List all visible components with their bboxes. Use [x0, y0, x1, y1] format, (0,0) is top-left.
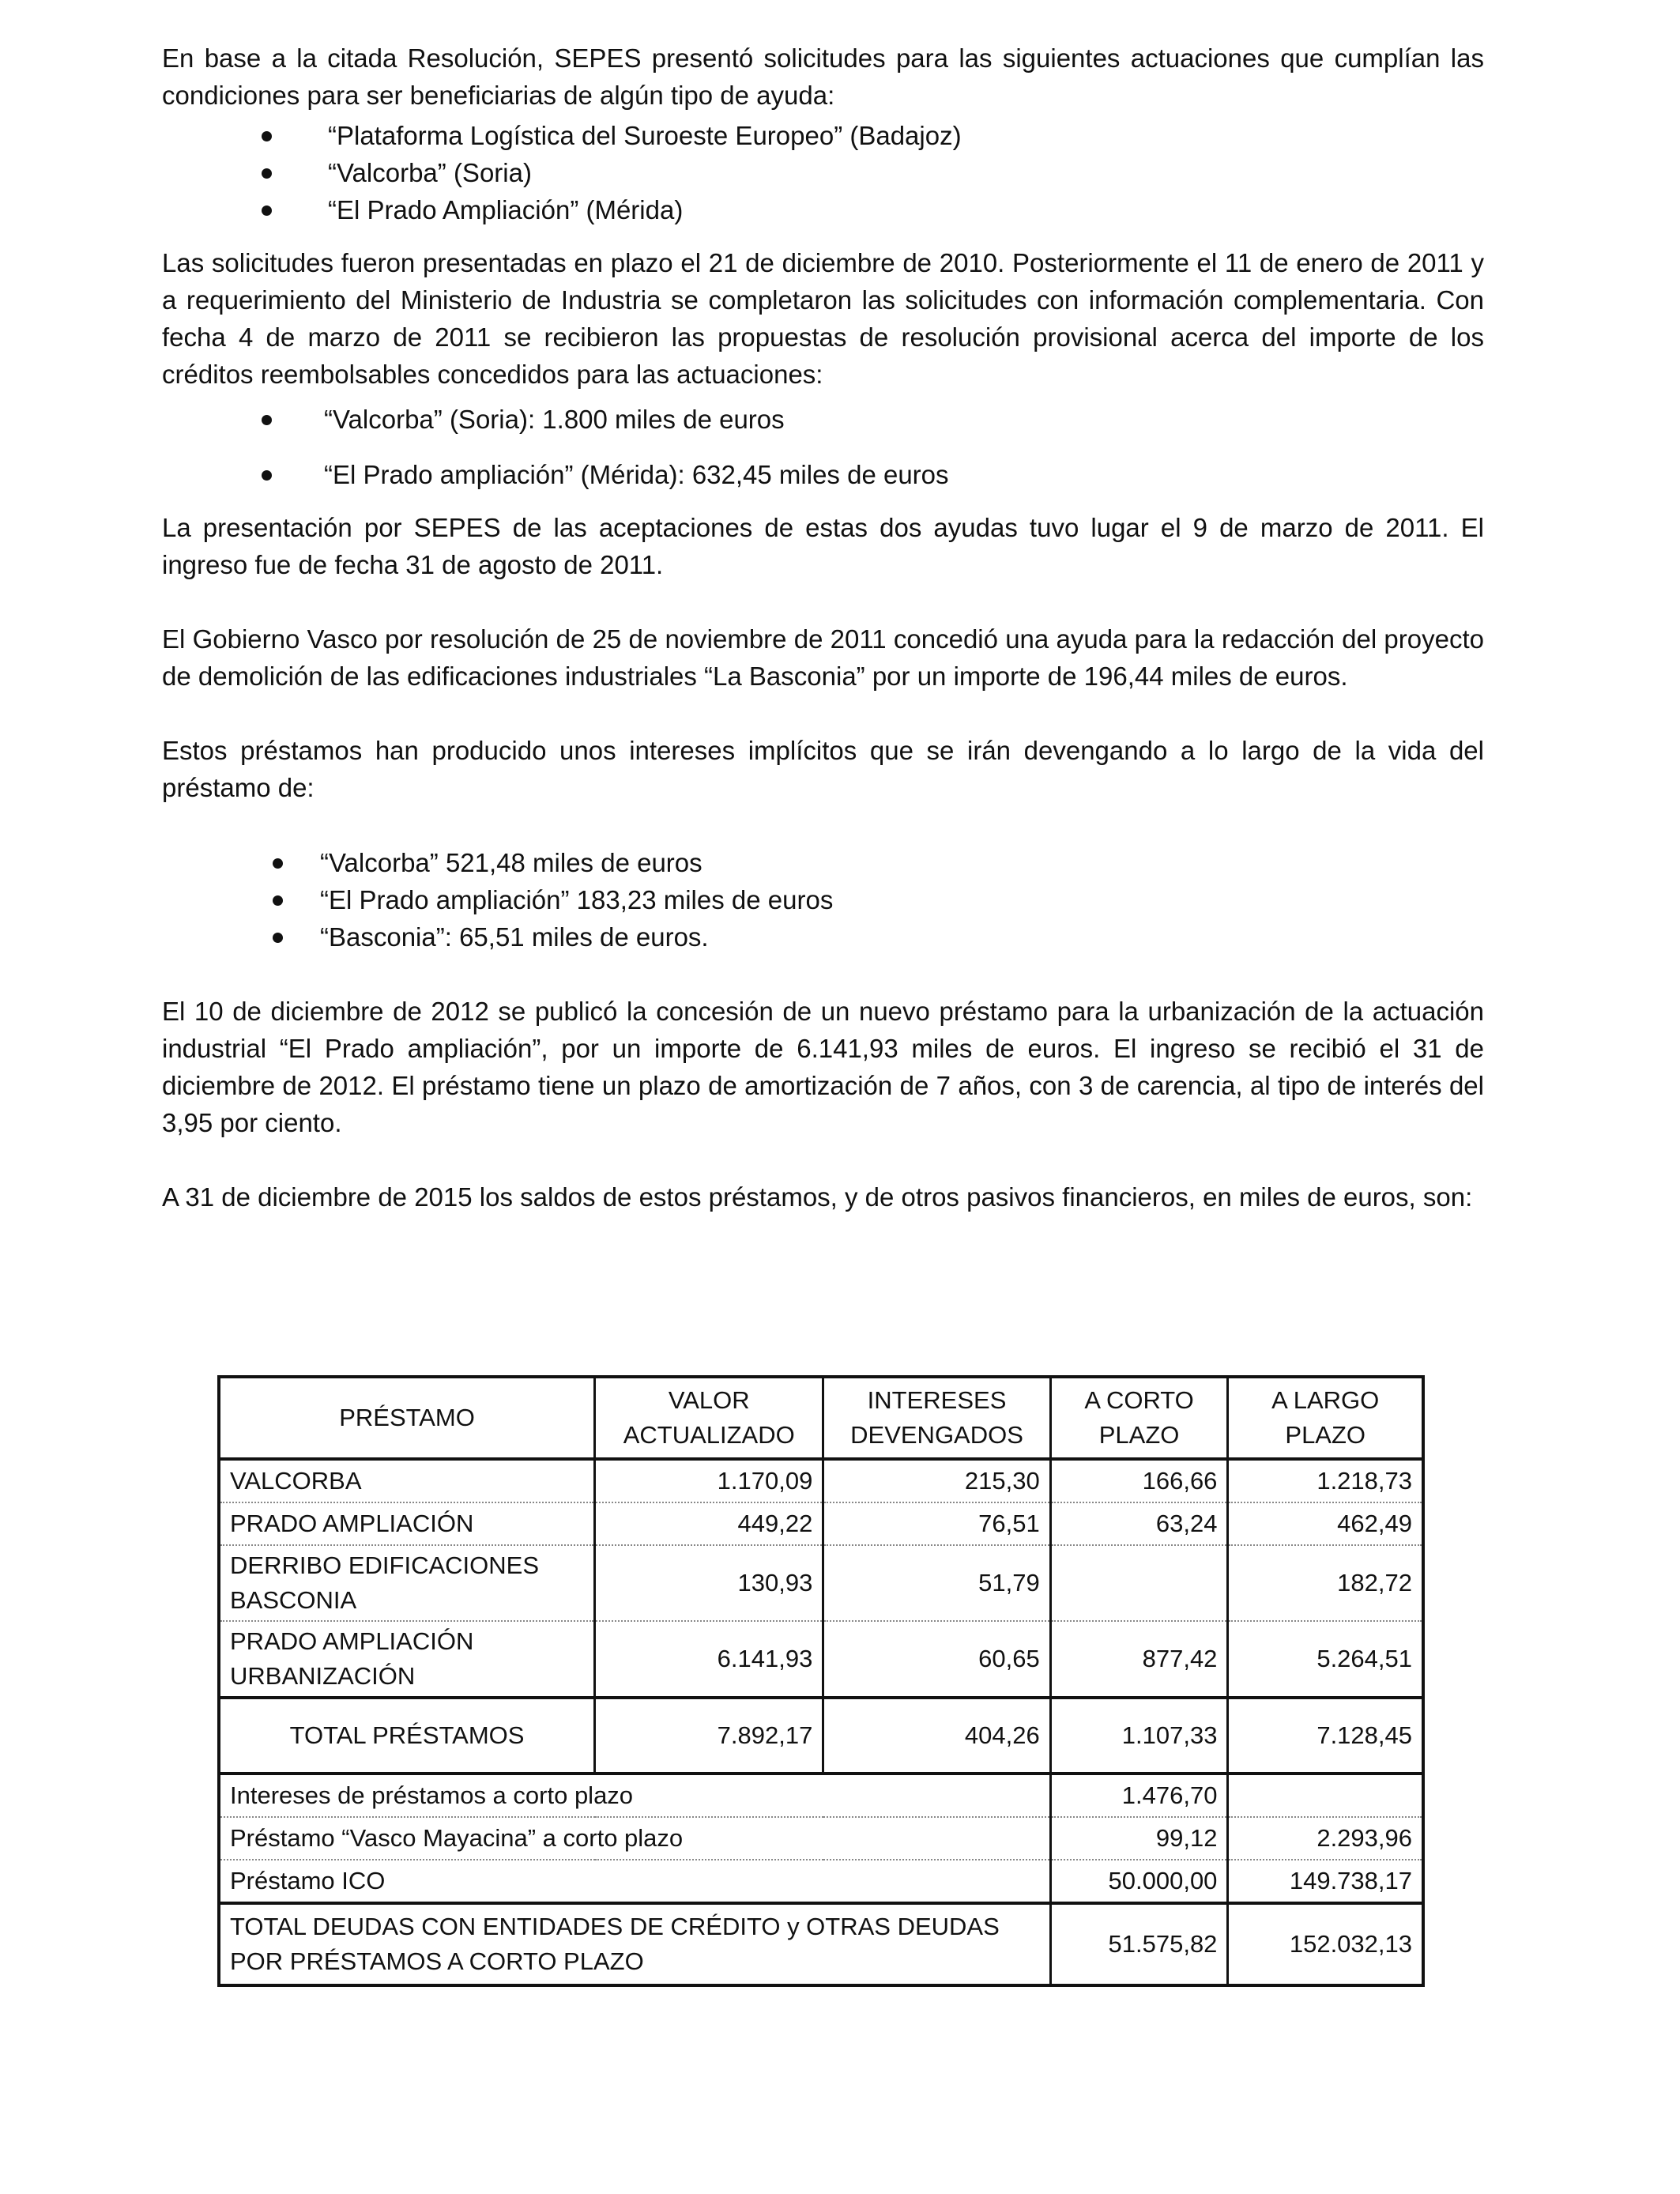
table-row	[219, 1502, 1423, 1545]
list-item: “El Prado ampliación” (Mérida): 632,45 miles de euros	[162, 456, 1484, 493]
list-item: “Basconia”: 65,51 miles de euros.	[162, 918, 1484, 956]
bullet-icon	[262, 470, 272, 481]
cell-largo: 152.032,13	[1228, 1903, 1423, 1985]
cell-name: Intereses de préstamos a corto plazo	[219, 1774, 1050, 1817]
cell-largo: 2.293,96	[1228, 1817, 1423, 1860]
list-item: “Valcorba” (Soria)	[162, 154, 1484, 191]
cell-intereses: 60,65	[823, 1621, 1050, 1698]
list-item: “El Prado ampliación” 183,23 miles de euros	[162, 881, 1484, 918]
list-intereses	[162, 844, 1484, 956]
header-prestamo: PRÉSTAMO	[219, 1377, 595, 1459]
cell-largo: 1.218,73	[1228, 1459, 1423, 1502]
cell-corto: 99,12	[1050, 1817, 1228, 1860]
cell-largo: 462,49	[1228, 1502, 1423, 1545]
cell-valor: 6.141,93	[595, 1621, 823, 1698]
paragraph-aceptaciones: La presentación por SEPES de las aceptaciones de estas dos ayudas tuvo lugar el 9 de marzo de 2011. El ingreso fue de fecha 31 de agosto de 2011.	[162, 513, 1484, 579]
paragraph-solicitudes: Las solicitudes fueron presentadas en plazo el 21 de diciembre de 2010. Posteriormente el 11 de enero de 2011 y a requerimiento del Ministerio de Industria se completaron las solicitudes con información complementaria. Con fecha 4 de marzo de 2011 se recibieron las propuestas de resolución provisional acerca del importe de los créditos reembolsables concedidos para las actuaciones:	[162, 248, 1484, 389]
cell-name: VALCORBA	[219, 1459, 595, 1502]
list-item: “El Prado Ampliación” (Mérida)	[162, 191, 1484, 228]
cell-name: PRADO AMPLIACIÓN	[219, 1502, 595, 1545]
loan-balances-table	[217, 1375, 1425, 1987]
bullet-icon	[262, 168, 272, 179]
bullet-icon	[262, 415, 272, 425]
cell-corto: 50.000,00	[1050, 1860, 1228, 1903]
paragraph-saldos: A 31 de diciembre de 2015 los saldos de estos préstamos, y de otros pasivos financieros, en miles de euros, son:	[162, 1182, 1473, 1212]
cell-largo: 149.738,17	[1228, 1860, 1423, 1903]
paragraph-prado-prestamo: El 10 de diciembre de 2012 se publicó la concesión de un nuevo préstamo para la urbanización de la actuación industrial “El Prado ampliación”, por un importe de 6.141,93 miles de euros. El ingreso se recibió el 31 de diciembre de 2012. El préstamo tiene un plazo de amortización de 7 años, con 3 de carencia, al tipo de interés del 3,95 por ciento.	[162, 997, 1484, 1137]
cell-largo: 7.128,45	[1228, 1698, 1423, 1774]
table-header-row	[219, 1377, 1423, 1459]
cell-valor: 449,22	[595, 1502, 823, 1545]
paragraph-intereses: Estos préstamos han producido unos intereses implícitos que se irán devengando a lo largo de la vida del préstamo de:	[162, 736, 1484, 802]
cell-valor: 130,93	[595, 1545, 823, 1621]
cell-intereses: 215,30	[823, 1459, 1050, 1502]
cell-name: DERRIBO EDIFICACIONES BASCONIA	[219, 1545, 595, 1621]
bullet-icon	[273, 933, 283, 943]
cell-valor: 1.170,09	[595, 1459, 823, 1502]
cell-corto: 166,66	[1050, 1459, 1228, 1502]
cell-name: Préstamo ICO	[219, 1860, 1050, 1903]
grand-total-row	[219, 1903, 1423, 1985]
table-row	[219, 1774, 1423, 1817]
cell-largo: 182,72	[1228, 1545, 1423, 1621]
cell-name: TOTAL PRÉSTAMOS	[219, 1698, 595, 1774]
header-intereses: INTERESES DEVENGADOS	[823, 1377, 1050, 1459]
cell-largo: 5.264,51	[1228, 1621, 1423, 1698]
list-item: “Valcorba” (Soria): 1.800 miles de euros	[162, 401, 1484, 438]
paragraph-gobierno-vasco: El Gobierno Vasco por resolución de 25 de noviembre de 2011 concedió una ayuda para la redacción del proyecto de demolición de las edificaciones industriales “La Basconia” por un importe de 196,44 miles de euros.	[162, 624, 1484, 691]
cell-name: Préstamo “Vasco Mayacina” a corto plazo	[219, 1817, 1050, 1860]
cell-corto: 877,42	[1050, 1621, 1228, 1698]
table-row	[219, 1621, 1423, 1698]
bullet-icon	[262, 131, 272, 141]
cell-name: PRADO AMPLIACIÓN URBANIZACIÓN	[219, 1621, 595, 1698]
list-actuaciones	[162, 117, 1484, 228]
cell-corto	[1050, 1545, 1228, 1621]
list-item: “Valcorba” 521,48 miles de euros	[162, 844, 1484, 881]
cell-intereses: 404,26	[823, 1698, 1050, 1774]
bullet-icon	[273, 895, 283, 906]
header-largo: A LARGO PLAZO	[1228, 1377, 1423, 1459]
cell-corto: 51.575,82	[1050, 1903, 1228, 1985]
cell-corto: 63,24	[1050, 1502, 1228, 1545]
cell-largo	[1228, 1774, 1423, 1817]
cell-name: TOTAL DEUDAS CON ENTIDADES DE CRÉDITO y OTRAS DEUDAS POR PRÉSTAMOS A CORTO PLAZO	[230, 1913, 1000, 1975]
table-row	[219, 1545, 1423, 1621]
total-prestamos-row	[219, 1698, 1423, 1774]
bullet-icon	[273, 858, 283, 869]
paragraph-intro: En base a la citada Resolución, SEPES presentó solicitudes para las siguientes actuaciones que cumplían las condiciones para ser beneficiarias de algún tipo de ayuda:	[162, 43, 1484, 110]
table-row	[219, 1860, 1423, 1903]
header-corto: A CORTO PLAZO	[1050, 1377, 1228, 1459]
cell-intereses: 51,79	[823, 1545, 1050, 1621]
table-row	[219, 1817, 1423, 1860]
table-row	[219, 1459, 1423, 1502]
cell-valor: 7.892,17	[595, 1698, 823, 1774]
bullet-icon	[262, 205, 272, 216]
cell-intereses: 76,51	[823, 1502, 1050, 1545]
cell-corto: 1.476,70	[1050, 1774, 1228, 1817]
list-creditos	[162, 401, 1484, 493]
header-valor: VALOR ACTUALIZADO	[595, 1377, 823, 1459]
list-item: “Plataforma Logística del Suroeste Europeo” (Badajoz)	[162, 117, 1484, 154]
document-body	[162, 40, 1484, 1216]
cell-corto: 1.107,33	[1050, 1698, 1228, 1774]
